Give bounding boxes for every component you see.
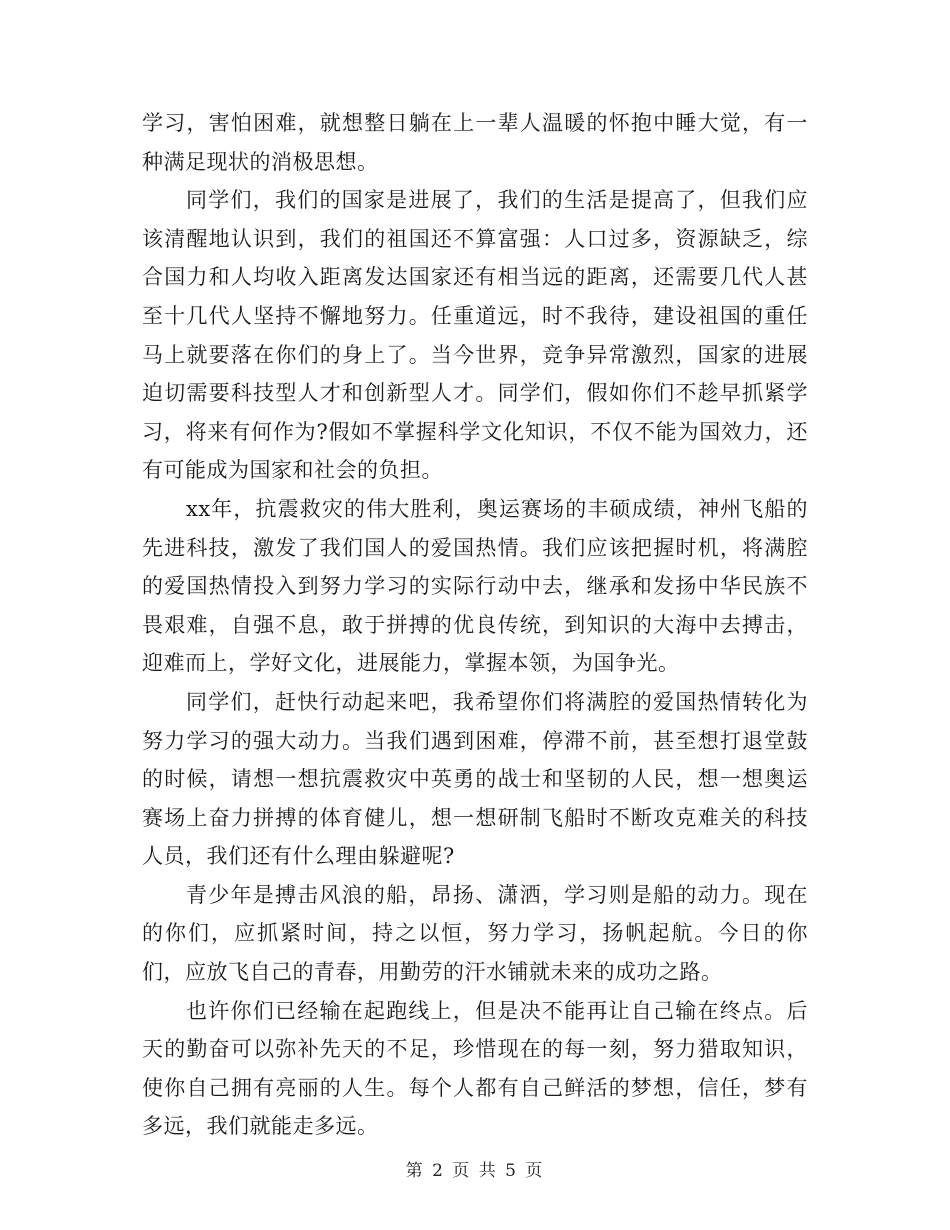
- paragraph-continued: 学习，害怕困难，就想整日躺在上一辈人温暖的怀抱中睡大觉，有一种满足现状的消极思想。: [142, 111, 808, 174]
- paragraph: 同学们，赶快行动起来吧，我希望你们将满腔的爱国热情转化为努力学习的强大动力。当我们遇到困难，停滞不前，甚至想打退堂鼓的时候，请想一想抗震救灾中英勇的战士和坚韧的人民，想一想奥运赛场上奋力拼搏的体育健儿，想一想研制飞船时不断攻克难关的科技人员，我们还有什么理由躲避呢?: [142, 689, 808, 869]
- paragraph: 也许你们已经输在起跑线上，但是决不能再让自己输在终点。后天的勤奋可以弥补先天的不足，珍惜现在的每一刻，努力猎取知识，使你自己拥有亮丽的人生。每个人都有自己鲜活的梦想，信任，梦有多远，我们就能走多远。: [142, 998, 808, 1139]
- document-body: [142, 104, 808, 1146]
- paragraph: xx年，抗震救灾的伟大胜利，奥运赛场的丰硕成绩，神州飞船的先进科技，激发了我们国人的爱国热情。我们应该把握时机，将满腔的爱国热情投入到努力学习的实际行动中去，继承和发扬中华民族不畏艰难，自强不息，敢于拼搏的优良传统，到知识的大海中去搏击，迎难而上，学好文化，进展能力，掌握本领，为国争光。: [142, 496, 808, 676]
- paragraph: 同学们，我们的国家是进展了，我们的生活是提高了，但我们应该清醒地认识到，我们的祖国还不算富强：人口过多，资源缺乏，综合国力和人均收入距离发达国家还有相当远的距离，还需要几代人甚至十几代人坚持不懈地努力。任重道远，时不我待，建设祖国的重任马上就要落在你们的身上了。当今世界，竞争异常激烈，国家的进展迫切需要科技型人才和创新型人才。同学们，假如你们不趁早抓紧学习，将来有何作为?假如不掌握科学文化知识，不仅不能为国效力，还有可能成为国家和社会的负担。: [142, 188, 808, 483]
- page-number-footer: 第 2 页 共 5 页: [405, 1161, 545, 1181]
- paragraph: 青少年是搏击风浪的船，昂扬、潇洒，学习则是船的动力。现在的你们，应抓紧时间，持之以恒，努力学习，扬帆起航。今日的你们，应放飞自己的青春，用勤劳的汗水铺就未来的成功之路。: [142, 882, 808, 985]
